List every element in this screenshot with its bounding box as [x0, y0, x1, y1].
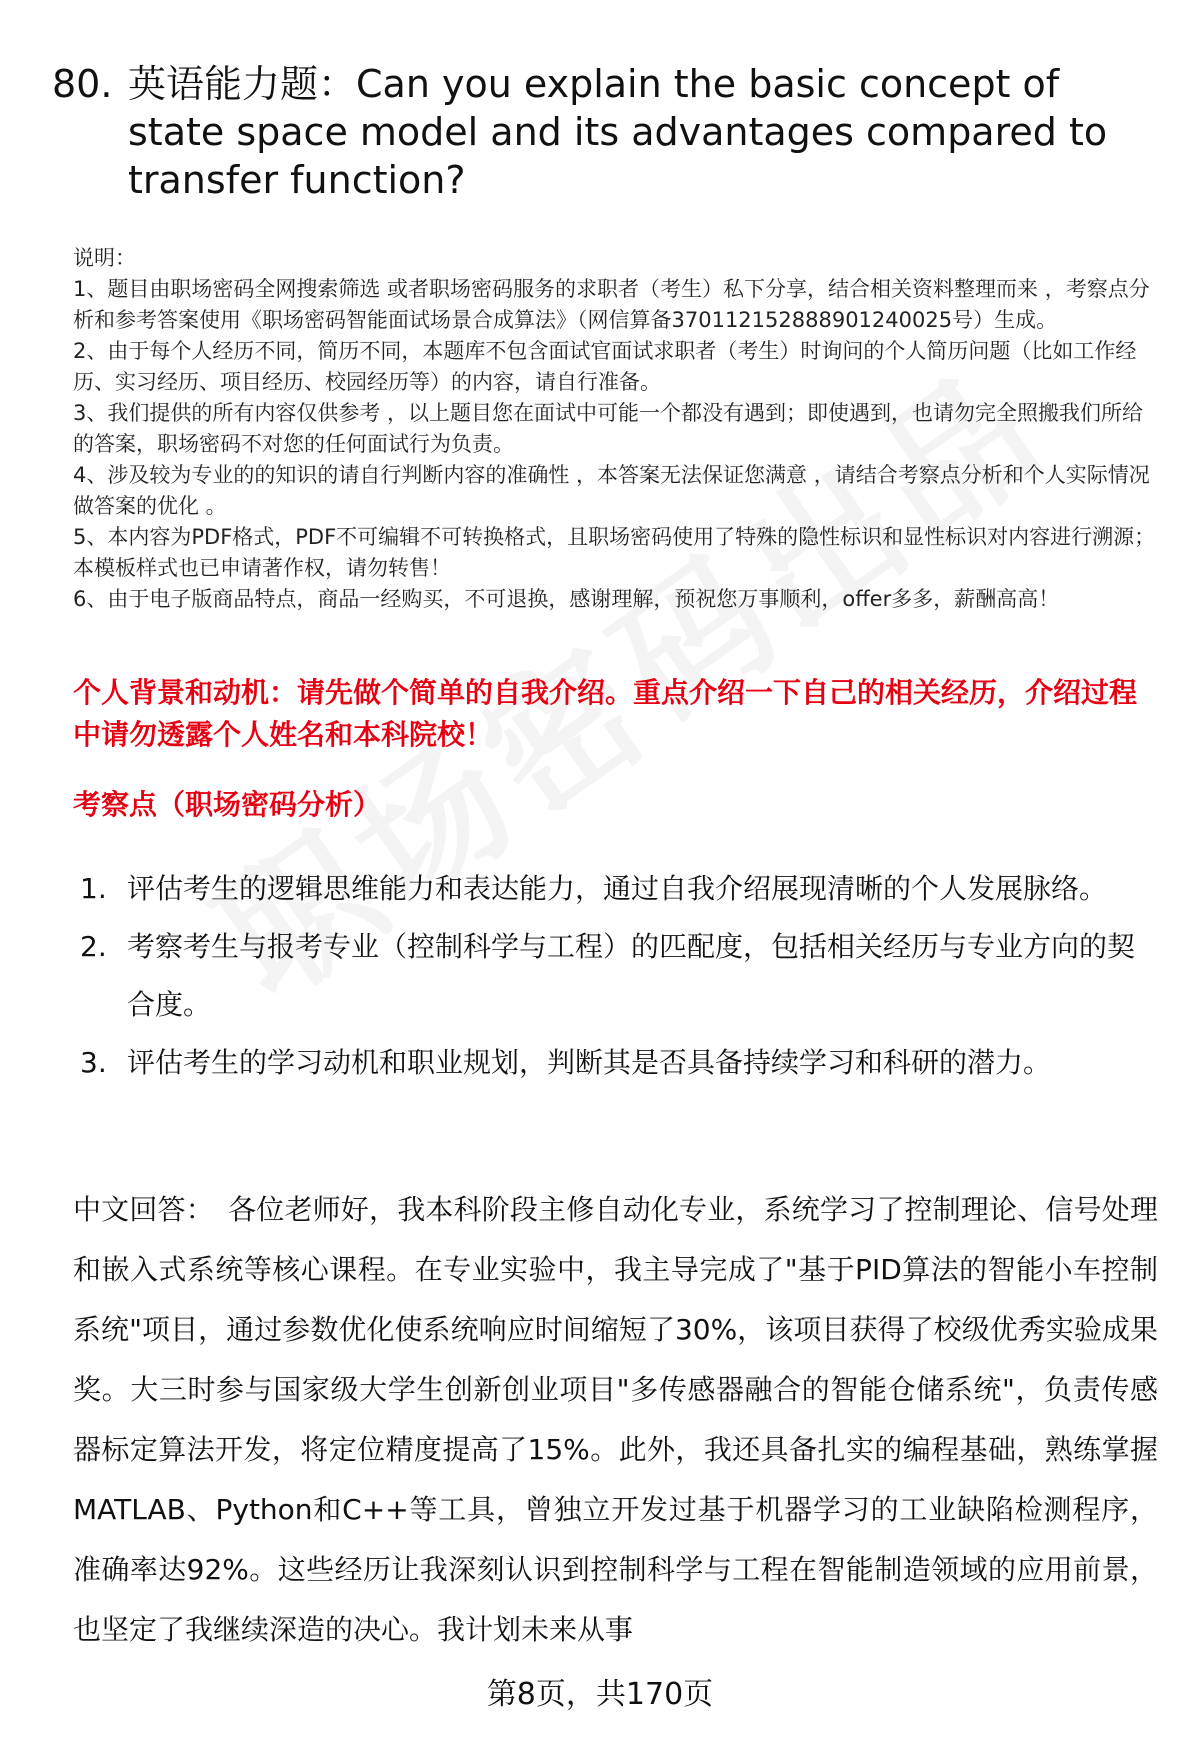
list-item: [80, 1034, 1160, 1092]
note-item: 6、由于电子版商品特点，商品一经购买，不可退换，感谢理解，预祝您万事顺利，offer多多，薪酬高高！: [73, 587, 1060, 611]
answer-text: 各位老师好，我本科阶段主修自动化专业，系统学习了控制理论、信号处理和嵌入式系统等核心课程。在专业实验中，我主导完成了"基于PID算法的智能小车控制系统"项目，通过参数优化使系统响应时间缩短了30%，该项目获得了校级优秀实验成果奖。大三时参与国家级大学生创新创业项目"多传感器融合的智能仓储系统"，负责传感器标定算法开发，将定位精度提高了15%。此外，我还具备扎实的编程基础，熟练掌握MATLAB、Python和C++等工具，曾独立开发过基于机器学习的工业缺陷检测程序，准确率达92%。这些经历让我深刻认识到控制科学与工程在智能制造领域的应用前景，也坚定了我继续深造的决心。我计划未来从事: [73, 1193, 1158, 1646]
point-number: 3.: [80, 1046, 107, 1079]
question-text: 英语能力题：Can you explain the basic concept of state space model and its advantages compared to transfer function?: [128, 62, 1108, 202]
point-number: 2.: [80, 930, 107, 963]
question-heading: [52, 60, 1132, 204]
question-number: 80.: [52, 62, 113, 106]
note-item: 4、涉及较为专业的的知识的请自行判断内容的准确性 ，本答案无法保证您满意 ，请结合考察点分析和个人实际情况做答案的优化 。: [73, 463, 1150, 518]
list-item: [80, 860, 1160, 918]
notes-title: 说明：: [73, 246, 136, 270]
analysis-title: 考察点（职场密码分析）: [73, 788, 382, 821]
notes-block: [73, 243, 1163, 615]
page-footer: 第8页，共170页: [486, 1677, 714, 1712]
note-item: 1、题目由职场密码全网搜索筛选 或者职场密码服务的求职者（考生）私下分享，结合相关资料整理而来 ，考察点分析和参考答案使用《职场密码智能面试场景合成算法》（网信算备370112152888901240025号）生成。: [73, 277, 1150, 332]
point-text: 评估考生的学习动机和职业规划，判断其是否具备持续学习和科研的潜力。: [127, 1046, 1052, 1079]
note-item: 2、由于每个人经历不同，简历不同，本题库不包含面试官面试求职者（考生）时询问的个人简历问题（比如工作经历、实习经历、项目经历、校园经历等）的内容，请自行准备。: [73, 339, 1137, 394]
point-text: 评估考生的逻辑思维能力和表达能力，通过自我介绍展现清晰的个人发展脉络。: [127, 872, 1108, 905]
note-item: 5、本内容为PDF格式，PDF不可编辑不可转换格式，且职场密码使用了特殊的隐性标识和显性标识对内容进行溯源；本模板样式也已申请著作权，请勿转售！: [73, 525, 1156, 580]
analysis-points: [80, 860, 1160, 1092]
answer-label: 中文回答：: [73, 1193, 214, 1226]
note-item: 3、我们提供的所有内容仅供参考 ，以上题目您在面试中可能一个都没有遇到；即使遇到，也请勿完全照搬我们所给的答案，职场密码不对您的任何面试行为负责。: [73, 401, 1144, 456]
list-item: [80, 918, 1160, 1034]
answer-block: [73, 1180, 1158, 1660]
point-text: 考察考生与报考专业（控制科学与工程）的匹配度，包括相关经历与专业方向的契合度。: [127, 930, 1136, 1021]
section-heading: 个人背景和动机：请先做个简单的自我介绍。重点介绍一下自己的相关经历，介绍过程中请勿透露个人姓名和本科院校！: [73, 676, 1138, 751]
point-number: 1.: [80, 872, 107, 905]
